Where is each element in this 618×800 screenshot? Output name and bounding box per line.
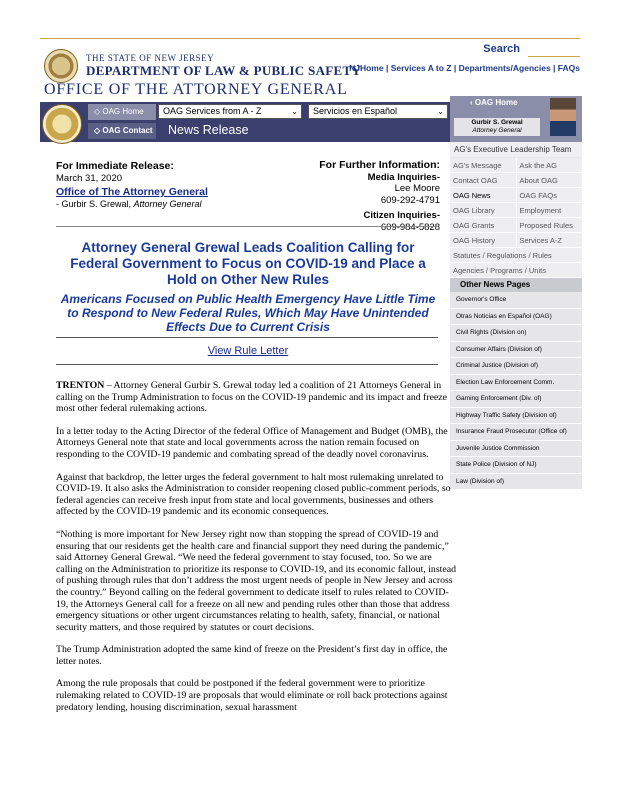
ag-title: Attorney General (472, 127, 522, 134)
news-page-link[interactable]: Civil Rights (Division on) (450, 325, 582, 342)
sidebar-item-ag-message[interactable]: AG's Message (450, 158, 516, 172)
byline: - Gurbir S. Grewal, Attorney General (56, 199, 202, 209)
news-page-link[interactable]: Juvenile Justice Commission (450, 441, 582, 458)
sidebar-item-employment[interactable]: Employment (516, 203, 583, 217)
immediate-release-label: For Immediate Release: (56, 160, 174, 172)
news-page-link[interactable]: Governor's Office (450, 292, 582, 309)
further-info-label: For Further Information: (319, 159, 440, 171)
sidebar (450, 96, 582, 485)
sidebar-oag-home[interactable]: ‹ OAG Home (470, 98, 518, 107)
view-rule-letter-link[interactable]: View Rule Letter (207, 345, 289, 357)
dateline: TRENTON (56, 380, 105, 391)
ag-name: Gurbir S. Grewal (471, 119, 523, 126)
release-date: March 31, 2020 (56, 173, 123, 184)
office-name[interactable]: OFFICE OF THE ATTORNEY GENERAL (44, 81, 348, 98)
top-links[interactable]: NJHome | Services A to Z | Departments/Agencies | FAQs (349, 63, 580, 73)
nav-bar (40, 102, 450, 142)
sidebar-item-oag-grants[interactable]: OAG Grants (450, 218, 516, 232)
sidebar-item-contact-oag[interactable]: Contact OAG (450, 173, 516, 187)
sidebar-item-statutes[interactable]: Statutes / Regulations / Rules (450, 248, 582, 263)
state-name: THE STATE OF NEW JERSEY (86, 53, 215, 63)
sidebar-item-oag-faqs[interactable]: OAG FAQs (516, 188, 583, 202)
sidebar-item-about-oag[interactable]: About OAG (516, 173, 583, 187)
news-page-link[interactable]: Law (Division of) (450, 474, 582, 491)
nj-seal-icon (44, 49, 78, 83)
news-page-link[interactable]: Consumer Affairs (Division of) (450, 342, 582, 359)
oag-home-button[interactable]: ◇ OAG Home (88, 104, 156, 120)
sidebar-item-agencies[interactable]: Agencies / Programs / Units (450, 263, 582, 278)
paragraph: “Nothing is more important for New Jersey right now than stopping the spread of COVID-19 and ensuring that our residents get the health care and financial support they need during the pandemic,” said Attorney General Grewal. “We need the federal government to stay focused, too. So we are calling on the Administration to prioritize its response to COVID-19, and its economic fallout, instead of pushing through rules that don’t address the most urgent needs of people in New Jersey and across the country.” Beyond calling on the federal government to dedicate itself to rules related to COVID-19, the Attorneys General call for a freeze on all new and pending rules other than those that address emergency situations or other urgent circumstances relating to health, safety, financial, or national security matters, and those required by statutes or court decisions. (56, 528, 456, 633)
article-subhead: Americans Focused on Public Health Emergency Have Little Time to Respond to New Federal Rules, Which May Have Unintended Effects Due to Current Crisis (60, 292, 436, 334)
news-page-link[interactable]: Otras Noticias en Español (OAG) (450, 309, 582, 326)
ag-photo[interactable] (550, 98, 576, 136)
media-contact-name: Lee Moore (394, 183, 440, 194)
news-page-link[interactable]: Insurance Fraud Prosecutor (Office of) (450, 424, 582, 441)
sidebar-item-ask-ag[interactable]: Ask the AG (516, 158, 583, 172)
article-body (56, 380, 456, 724)
news-page-link[interactable]: Election Law Enforcement Comm. (450, 375, 582, 392)
article-headline: Attorney General Grewal Leads Coalition Calling for Federal Government to Focus on COVID-19 and Place a Hold on Other New Rules (70, 240, 426, 287)
news-page-link[interactable]: Gaming Enforcement (Div. of) (450, 391, 582, 408)
office-link[interactable]: Office of The Attorney General (56, 186, 208, 198)
sidebar-top (450, 96, 582, 142)
section-title: News Release (168, 123, 249, 137)
sidebar-item-services-az[interactable]: Services A-Z (516, 233, 583, 247)
paragraph: In a letter today to the Acting Director of the federal Office of Management and Budget (OMB), the Attorneys General note that state and local governments across the nation remain focused on responding to the COVID-19 pandemic and combating spread of the deadly novel coronavirus. (56, 425, 448, 460)
oag-contact-button[interactable]: ◇ OAG Contact (88, 123, 156, 139)
search-link[interactable]: Search (483, 43, 520, 55)
paragraph: The Trump Administration adopted the same kind of freeze on the President’s first day in office, the letter notes. (56, 644, 448, 667)
citizen-phone: 609-984-5828 (380, 221, 440, 233)
sidebar-grid (450, 158, 582, 490)
sidebar-item-proposed-rules[interactable]: Proposed Rules (516, 218, 583, 232)
release-header (56, 159, 440, 233)
department-name[interactable]: DEPARTMENT OF LAW & PUBLIC SAFETY (86, 63, 362, 78)
sidebar-item-oag-news[interactable]: OAG News (450, 188, 516, 202)
chevron-down-icon: ⌄ (437, 107, 444, 116)
sidebar-item-oag-history[interactable]: OAG History (450, 233, 516, 247)
services-select[interactable]: OAG Services from A - Z ⌄ (158, 104, 302, 119)
chevron-down-icon: ⌄ (291, 107, 298, 116)
news-page-link[interactable]: Criminal Justice (Division of) (450, 358, 582, 375)
sidebar-item-oag-library[interactable]: OAG Library (450, 203, 516, 217)
paragraph: Among the rule proposals that could be postponed if the federal government were to prioritize rulemaking related to COVID-19 are proposals that would eliminate or roll back protections against predatory lending, housing discrimination, sexual harassment (56, 678, 448, 713)
site-header (40, 38, 580, 98)
news-page-link[interactable]: State Police (Division of NJ) (450, 457, 582, 474)
ag-nameplate[interactable] (454, 118, 540, 136)
divider (56, 364, 438, 365)
divider (56, 337, 438, 338)
other-news-heading: Other News Pages (450, 278, 582, 292)
sidebar-item-team[interactable]: AG's Executive Leadership Team (450, 142, 582, 157)
oag-seal-icon (42, 104, 82, 144)
media-inquiries-label: Media Inquiries- (367, 171, 440, 183)
contact-info (319, 160, 440, 233)
divider (56, 226, 438, 227)
news-page-link[interactable]: Highway Traffic Safety (Division of) (450, 408, 582, 425)
citizen-inquiries-label: Citizen Inquiries- (363, 210, 440, 221)
media-phone: 609-292-4791 (380, 194, 440, 206)
search-input[interactable] (528, 43, 580, 57)
spanish-select[interactable]: Servicios en Español ⌄ (308, 104, 448, 119)
paragraph: Against that backdrop, the letter urges the federal government to halt most rulemaking unrelated to COVID-19. It also asks the Administration to consider reopening closed public-comment periods, so federal agencies can receive fresh input from state and local governments, businesses and others affected by the COVID-19 pandemic and its economic consequences. (56, 471, 451, 518)
paragraph: TRENTON – Attorney General Gurbir S. Grewal today led a coalition of 21 Attorneys General in calling on the Trump Administration to focus on the COVID-19 pandemic and its impact and freeze most other federal rulemaking actions. (56, 380, 447, 415)
